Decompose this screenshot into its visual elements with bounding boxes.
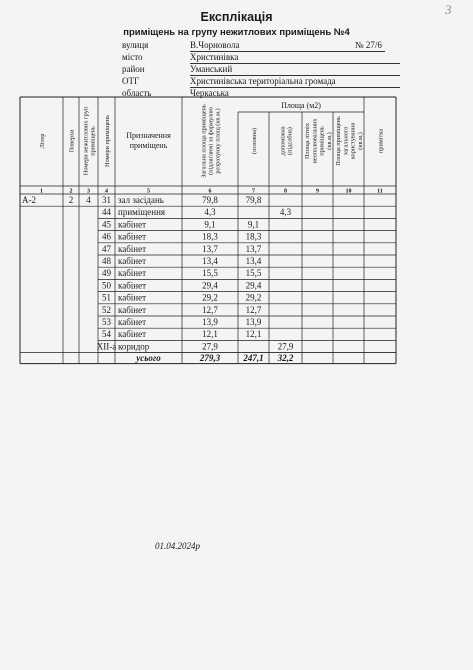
column-number: 11 (377, 188, 383, 195)
cell-main: 13,9 (245, 317, 262, 327)
address-label-district: район (122, 64, 145, 74)
cell-room: 52 (102, 304, 111, 315)
header-common: користування (349, 122, 357, 160)
cell-main: 29,2 (245, 292, 262, 303)
cell-total: 13,7 (202, 243, 218, 254)
cell-purpose: кабінет (118, 329, 147, 340)
cell-aux: 4,3 (279, 207, 292, 218)
header-summer: неопалювальних (311, 118, 319, 164)
cell-total: 15,5 (202, 268, 218, 279)
cell-total: 79,8 (202, 195, 218, 205)
column-number: 6 (208, 188, 212, 195)
address-value-street: В.Чорновола (190, 40, 240, 50)
document-date: 01.04.2024р (155, 541, 200, 551)
document-subtitle: приміщень на групу нежитлових приміщень №4 (123, 27, 350, 38)
header-summer: приміщень (318, 126, 326, 156)
header-total-area: Загальна площа приміщень (200, 104, 208, 178)
cell-purpose: кабінет (118, 317, 147, 327)
cell-total: 12,7 (202, 304, 218, 315)
address-value-city: Христинівка (190, 52, 239, 62)
document-title: Експлікація (200, 10, 273, 24)
address-house-number: № 27/6 (355, 40, 382, 50)
cell-total: 9,1 (204, 219, 216, 230)
cell-room: 48 (102, 256, 111, 266)
column-number: 7 (252, 188, 255, 195)
cell-room: 54 (102, 329, 111, 340)
cell-purpose: кабінет (118, 304, 147, 315)
cell-room: 49 (102, 268, 111, 279)
address-label-street: вулиця (122, 40, 149, 50)
header-common: (кв.м.) (356, 132, 364, 150)
address-value-region: Черкаська (190, 88, 229, 98)
cell-floor: 2 (68, 195, 74, 205)
cell-purpose: кабінет (118, 231, 147, 242)
address-label-region: область (122, 88, 152, 98)
cell-purpose: кабінет (118, 256, 147, 266)
page-number: 3 (445, 2, 452, 17)
cell-aux: 27,9 (277, 341, 294, 352)
cell-main: 9,1 (247, 219, 260, 230)
cell-group: 4 (86, 195, 91, 205)
cell-purpose: приміщення (118, 207, 166, 218)
cell-total: 27,9 (202, 341, 218, 352)
cell-purpose: кабінет (118, 243, 147, 254)
total-main: 247,1 (243, 353, 264, 364)
column-number: 3 (87, 188, 90, 195)
header-group-numbers: Номери нежитлових груп (82, 106, 90, 176)
header-summer: (кв.м.) (325, 132, 333, 150)
total-area: 279,3 (199, 353, 221, 364)
cell-main: 15,5 (245, 268, 262, 279)
cell-room: 53 (102, 317, 111, 327)
header-room-numbers: Номери приміщень (104, 115, 111, 167)
header-liter: Літер (39, 133, 46, 149)
cell-main: 79,8 (245, 195, 262, 205)
column-number: 2 (69, 188, 73, 195)
address-value-community: Христинівська територіальна громада (190, 76, 336, 86)
cell-room: 47 (102, 243, 111, 254)
header-common: Площа приміщень (335, 116, 343, 166)
cell-total: 13,9 (202, 317, 218, 327)
cell-main: 12,7 (245, 304, 262, 315)
address-value-district: Уманський (190, 64, 233, 74)
cell-purpose: кабінет (118, 268, 147, 279)
address-label-community: ОТГ (122, 76, 140, 86)
column-number: 1 (40, 188, 43, 195)
total-auxiliary: 32,2 (277, 353, 294, 364)
cell-total: 12,1 (202, 329, 218, 340)
header-area-group: Площа (м2) (281, 101, 321, 110)
header-main: (основна) (251, 128, 258, 154)
header-purpose: приміщень (129, 141, 168, 150)
cell-room: 50 (102, 280, 111, 291)
cell-main: 13,7 (245, 243, 262, 254)
cell-room: 45 (102, 219, 111, 230)
header-total-area: (підлягаючі за формулою (207, 107, 215, 175)
cell-purpose: кабінет (118, 219, 147, 230)
cell-main: 13,4 (245, 256, 262, 266)
cell-room: ХІІ-а (96, 341, 117, 352)
header-auxiliary: (підсобна) (286, 127, 294, 155)
column-number: 5 (147, 188, 150, 195)
cell-main: 12,1 (245, 329, 262, 340)
cell-room: 51 (102, 292, 111, 303)
cell-total: 29,2 (202, 292, 218, 303)
header-common: загального (342, 126, 350, 156)
column-number: 8 (284, 188, 287, 195)
address-label-city: місто (122, 52, 143, 62)
cell-purpose: кабінет (118, 280, 147, 291)
header-purpose: Призначення (126, 131, 171, 140)
cell-purpose: зал засідань (118, 195, 164, 205)
column-number: 10 (345, 188, 352, 195)
cell-total: 4,3 (204, 207, 216, 218)
header-note: примітка (377, 128, 385, 154)
cell-room: 46 (102, 231, 111, 242)
cell-room: 31 (102, 195, 111, 205)
cell-room: 44 (102, 207, 111, 218)
header-group-numbers: приміщень (89, 126, 97, 156)
cell-total: 13,4 (202, 256, 218, 266)
cell-purpose: кабінет (118, 292, 147, 303)
column-number: 9 (316, 188, 319, 195)
total-label: усього (136, 353, 161, 364)
header-floors: Поверхи (68, 129, 76, 153)
header-total-area: розрахунку площ (кв.м.) (214, 108, 222, 174)
column-number: 4 (105, 188, 108, 195)
cell-main: 29,4 (245, 280, 262, 291)
header-summer: Площа літніх (304, 123, 312, 159)
cell-liter: А-2 (22, 195, 36, 205)
cell-main: 18,3 (245, 231, 262, 242)
cell-total: 29,4 (202, 280, 218, 291)
cell-purpose: коридор (118, 341, 150, 352)
header-auxiliary: допоміжна (279, 126, 287, 156)
cell-total: 18,3 (202, 231, 218, 242)
